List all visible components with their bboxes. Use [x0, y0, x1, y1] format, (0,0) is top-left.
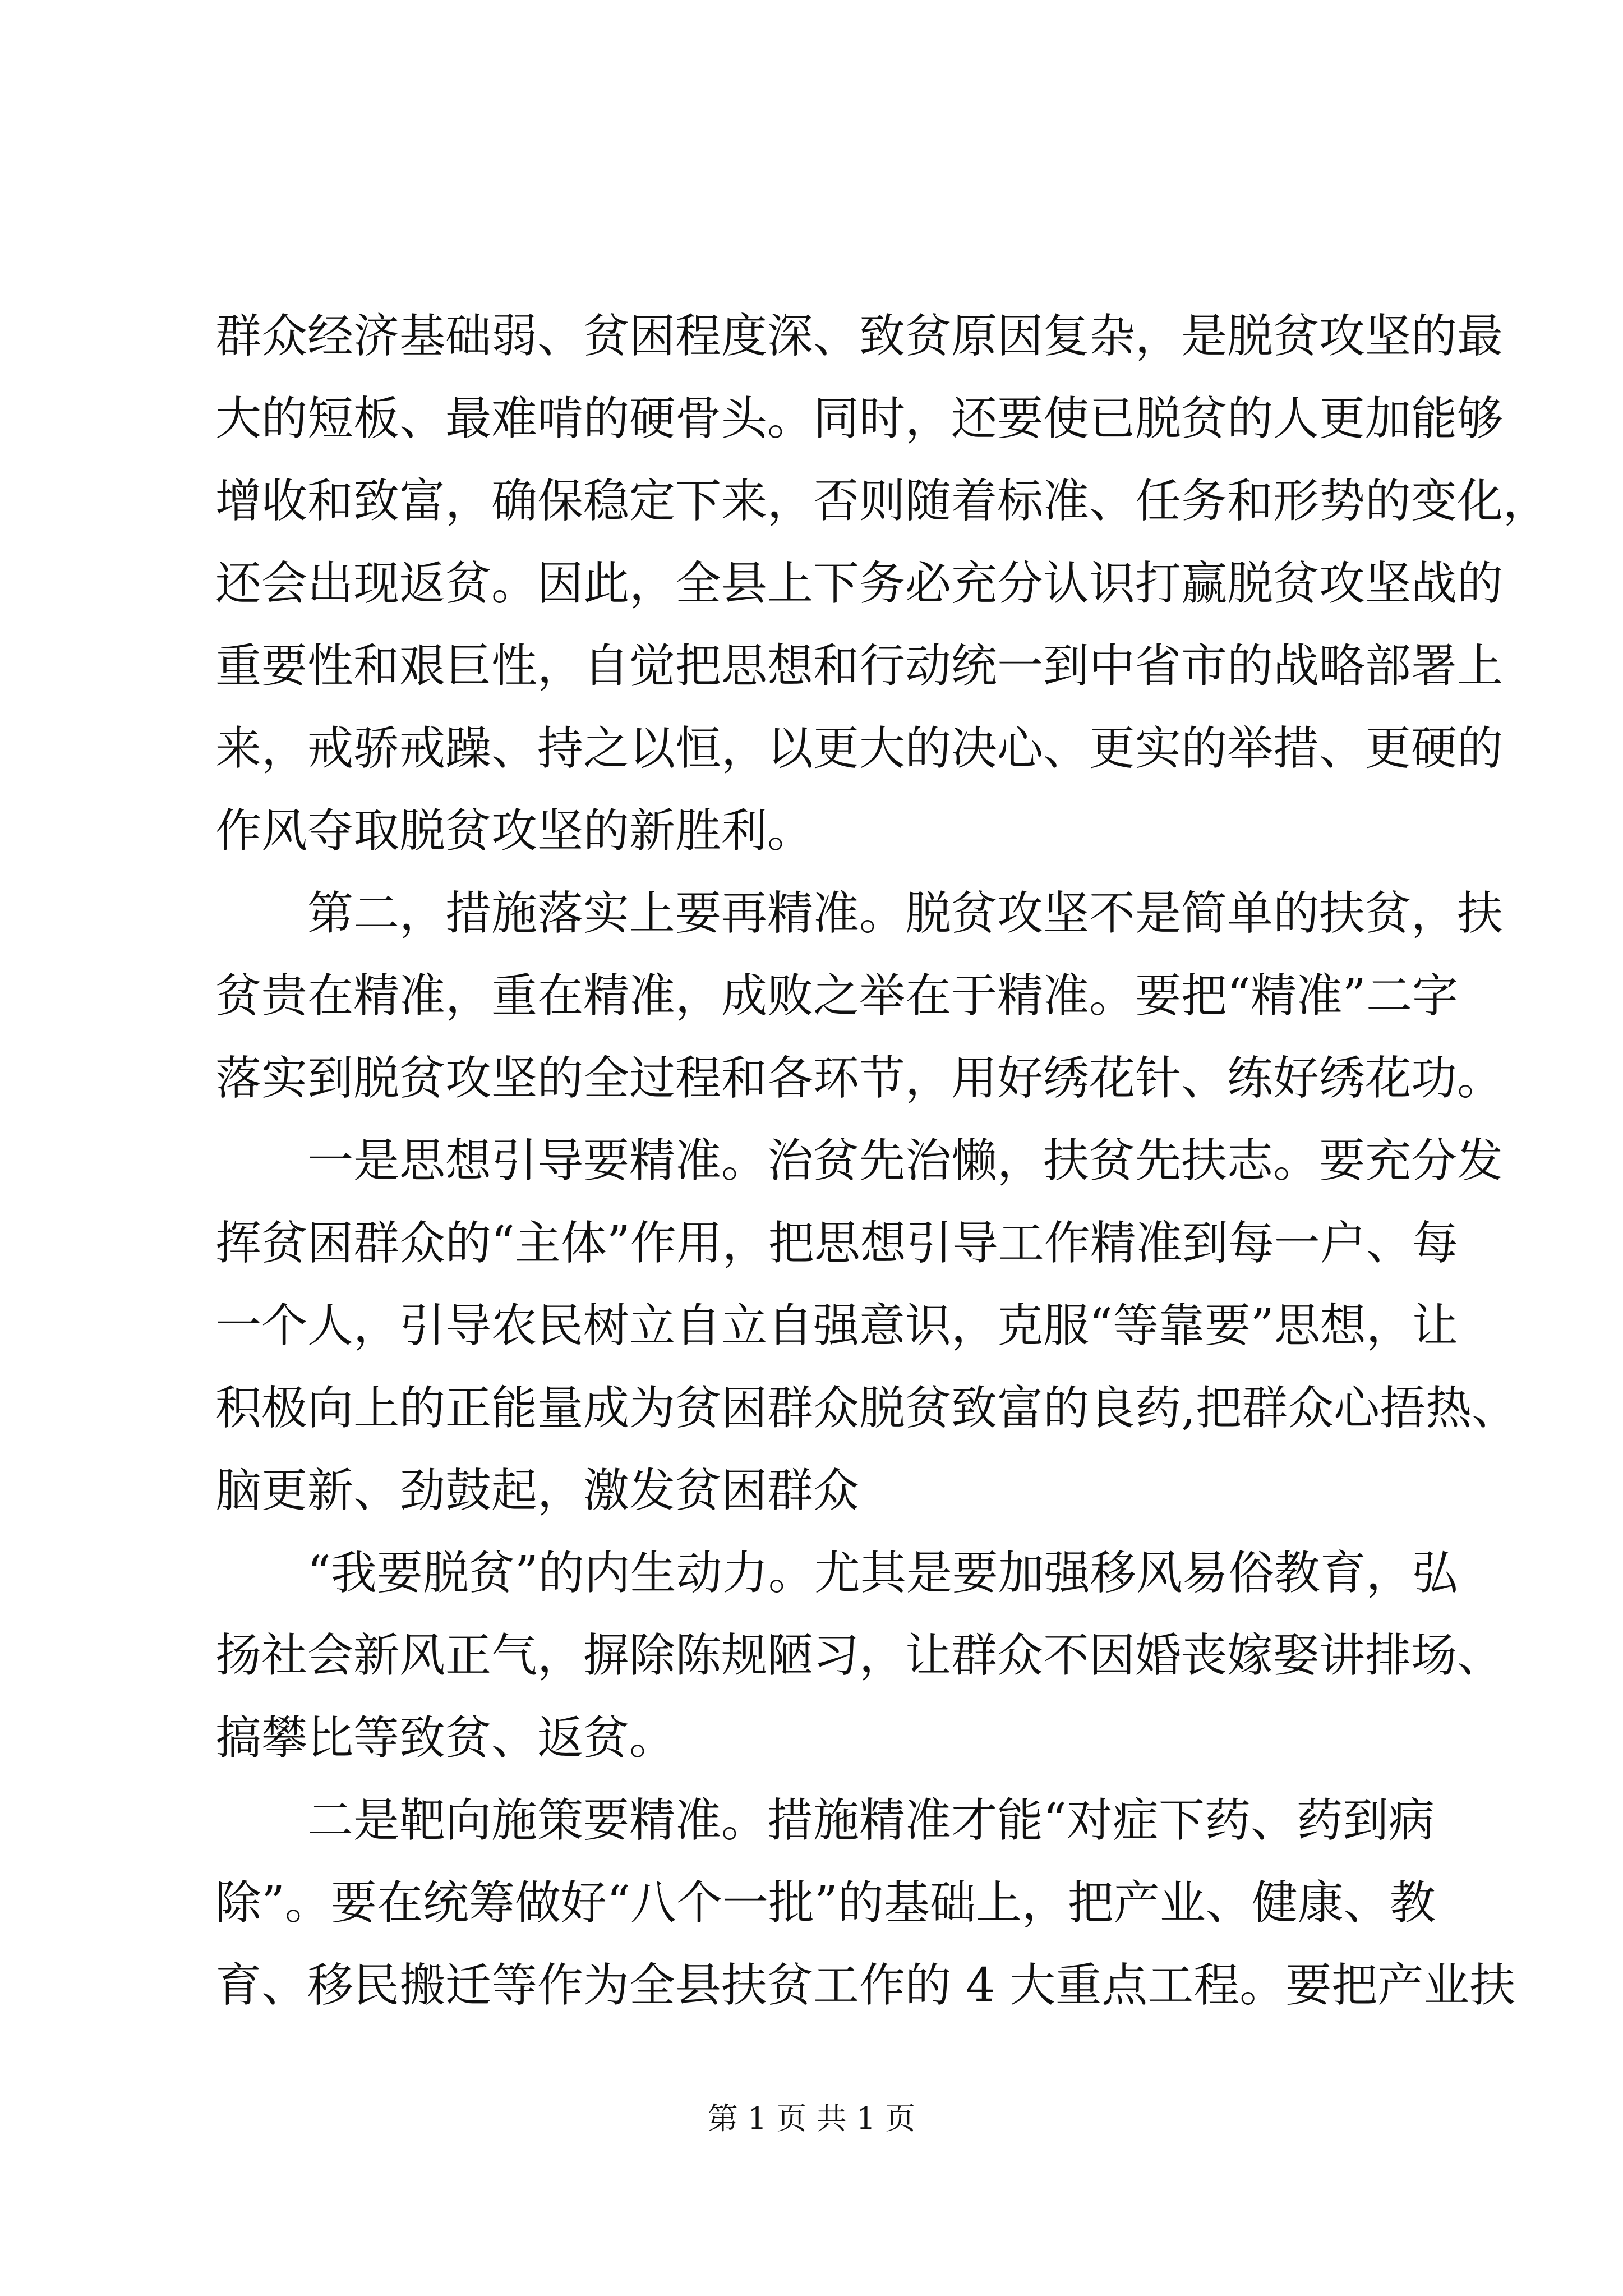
paragraph-first-line: 第二，措施落实上要再精准。脱贫攻坚不是简单的扶贫，扶 — [307, 887, 1504, 940]
text-line: 贫贵在精准，重在精准，成败之举在于精准。要把“精准”二字 — [215, 969, 1458, 1023]
text-line: 增收和致富，确保稳定下来，否则随着标准、任务和形势的变化， — [215, 475, 1550, 528]
page-footer-number: 第 1 页 共 1 页 — [707, 2101, 916, 2136]
text-line: 搞攀比等致贫、返贫。 — [215, 1711, 676, 1765]
paragraph-first-line: 二是靶向施策要精准。措施精准才能“对症下药、药到病 — [307, 1794, 1435, 1847]
text-line: 育、移民搬迁等作为全县扶贫工作的 4 大重点工程。要把产业扶 — [215, 1959, 1516, 2012]
text-line: 一个人，引导农民树立自立自强意识，克服“等靠要”思想，让 — [215, 1299, 1458, 1352]
paragraph-first-line: 一是思想引导要精准。治贫先治懒，扶贫先扶志。要充分发 — [307, 1134, 1504, 1188]
text-line: 挥贫困群众的“主体”作用，把思想引导工作精准到每一户、每 — [215, 1217, 1458, 1270]
text-line: 扬社会新风正气，摒除陈规陋习，让群众不因婚丧嫁娶讲排场、 — [215, 1629, 1504, 1682]
paragraph-first-line: “我要脱贫”的内生动力。尤其是要加强移风易俗教育，弘 — [307, 1547, 1458, 1600]
text-line: 来，戒骄戒躁、持之以恒，以更大的决心、更实的举措、更硬的 — [215, 722, 1504, 775]
text-line: 大的短板、最难啃的硬骨头。同时，还要使已脱贫的人更加能够 — [215, 392, 1504, 445]
text-line: 还会出现返贫。因此，全县上下务必充分认识打赢脱贫攻坚战的 — [215, 557, 1504, 610]
text-line: 落实到脱贫攻坚的全过程和各环节，用好绣花针、练好绣花功。 — [215, 1052, 1504, 1105]
text-line: 作风夺取脱贫攻坚的新胜利。 — [215, 804, 814, 858]
text-line: 脑更新、劲鼓起，激发贫困群众 — [215, 1464, 860, 1517]
text-line: 积极向上的正能量成为贫困群众脱贫致富的良药,把群众心捂热、 — [215, 1382, 1518, 1435]
text-line: 重要性和艰巨性，自觉把思想和行动统一到中省市的战略部署上 — [215, 639, 1504, 693]
text-line: 群众经济基础弱、贫困程度深、致贫原因复杂，是脱贫攻坚的最 — [215, 310, 1504, 363]
text-line: 除”。要在统筹做好“八个一批”的基础上，把产业、健康、教 — [215, 1876, 1436, 1930]
